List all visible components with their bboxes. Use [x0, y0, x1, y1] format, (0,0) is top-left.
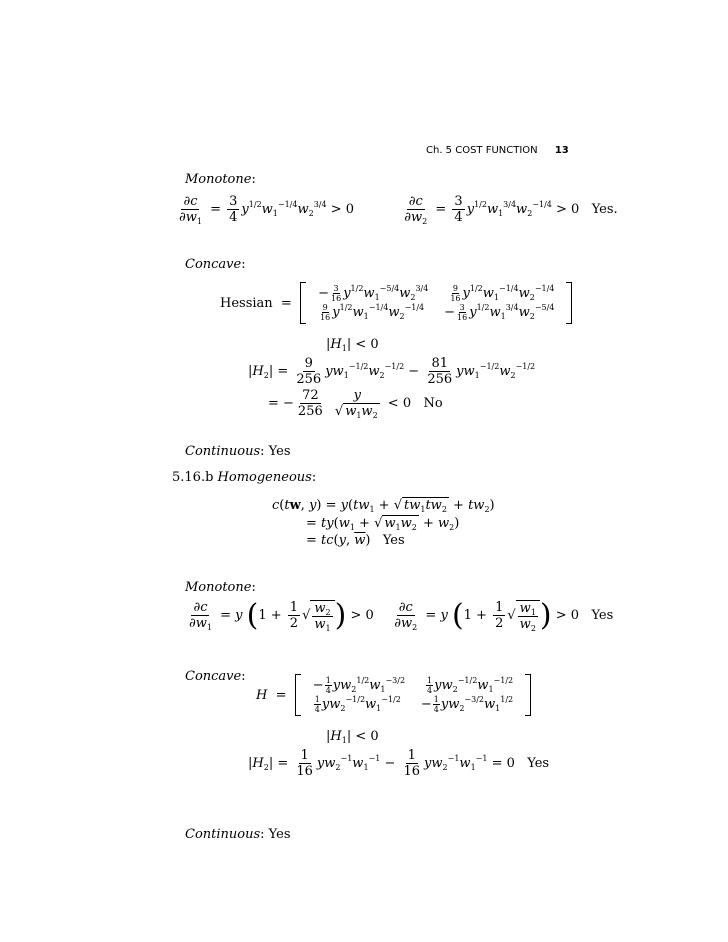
chapter-title: Ch. 5 COST FUNCTION [426, 145, 538, 156]
hessian-word: Hessian [220, 295, 273, 311]
h1-inequality-1: $|H_1| < 0$ [326, 337, 379, 353]
homogeneity-line-2: = $ty(w_1$ + √ $w_1w_2 + w_2$) [306, 516, 460, 532]
concave-label-2: Concave: [185, 669, 246, 684]
continuous-line-2: Continuous: Yes [185, 827, 291, 842]
h2-equation-1: $|H_2|$ = $\frac{9}{256}$ $yw_1^{-1/2}w_2^{-1/2}$ − $\frac{81}{256}$ $yw_1^{-1/2}w_2^{-1/2}$ [248, 356, 536, 387]
monotone-equation-2: $\frac{\partial c}{\partial w_1}$ = y (1 + $\frac{1}{2}$ √ $\frac{w_2}{w_1}$ ) > 0 $\frac{\partial c}{\partial w_2}$ = y (1 + $\frac{1}{2}$ √ $\frac{w_1}{w_2}$ ) > 0 Yes [189, 598, 614, 633]
page-number: 13 [554, 145, 569, 156]
h1-inequality-2: $|H_1| < 0$ [326, 729, 379, 745]
section-heading-homogeneous: 5.16.b Homogeneous: [172, 470, 317, 485]
monotone-label-2: Monotone: [185, 580, 256, 595]
homogeneity-line-3: = tc(y, $\overline{w}$) Yes [306, 533, 405, 548]
h2-equation-1b: = − $\frac{72}{256}$ $\frac{y}{√ w_1w_2}$ < 0 No [268, 388, 443, 420]
verdict-homogeneous: Yes [382, 533, 405, 548]
monotone-label-1: Monotone: [185, 172, 256, 187]
verdict-monotone-2: Yes [591, 608, 614, 623]
monotone-equation-1: $\frac{\partial c}{\partial w_1}$ = $\frac{3}{4}$ $y^{1/2}w_1^{-1/4}w_2^{3/4} > 0$ $\frac{\partial c}{\partial w_2}$ = $\frac{3}{4}$ $y^{1/2}w_1^{3/4}w_2^{-1/4} > 0$ Yes. [179, 194, 618, 226]
h-matrix: − $\frac{1}{4}$ $yw_2^{1/2}w_1^{-3/2}$ $\frac{1}{4}$ $yw_2^{-1/2}w_1^{-1/2}$ $\frac{1}{4}$ $yw_2^{-1/2}w_1^{-1/2}$ − $\frac{1}{4}$ $yw_2^{-3/2}w_1^{1/2}$ [295, 674, 531, 716]
homogeneity-line-1: c(tw, $y) = y(tw_1$ + √ $tw_1tw_2 + tw_2$) [272, 498, 495, 514]
verdict-concave-1: No [423, 396, 443, 411]
h-matrix-equation: H = − $\frac{1}{4}$ $yw_2^{1/2}w_1^{-3/2}$ $\frac{1}{4}$ $yw_2^{-1/2}w_1^{-1/2}$ $\frac{1}{4}$ $yw_2^{-1/2}w_1^{-1/2}$ − $\frac{1}{4}$ $yw_2^{-3/2}w_1^{1/2}$ [256, 674, 531, 716]
verdict-concave-2: Yes [527, 756, 550, 771]
verdict-monotone-1: Yes. [591, 202, 618, 217]
h2-equation-2: $|H_2|$ = $\frac{1}{16}$ $yw_2^{-1}w_1^{-1}$ − $\frac{1}{16}$ $yw_2^{-1}w_1^{-1} = 0$ Yes [248, 748, 550, 779]
concave-label-1: Concave: [185, 257, 246, 272]
running-header [426, 145, 569, 156]
hessian-equation: Hessian = − $\frac{3}{16}$ $y^{1/2}w_1^{-5/4}w_2^{3/4}$ $\frac{9}{16}$ $y^{1/2}w_1^{-1/4}w_2^{-1/4}$ $\frac{9}{16}$ $y^{1/2}w_1^{-1/4}w_2^{-1/4}$ − $\frac{3}{16}$ $y^{1/2}w_1^{3/4}w_2^{-5/4}$ [220, 282, 572, 324]
hessian-matrix: − $\frac{3}{16}$ $y^{1/2}w_1^{-5/4}w_2^{3/4}$ $\frac{9}{16}$ $y^{1/2}w_1^{-1/4}w_2^{-1/4}$ $\frac{9}{16}$ $y^{1/2}w_1^{-1/4}w_2^{-1/4}$ − $\frac{3}{16}$ $y^{1/2}w_1^{3/4}w_2^{-5/4}$ [300, 282, 572, 324]
continuous-line-1: Continuous: Yes [185, 444, 291, 459]
